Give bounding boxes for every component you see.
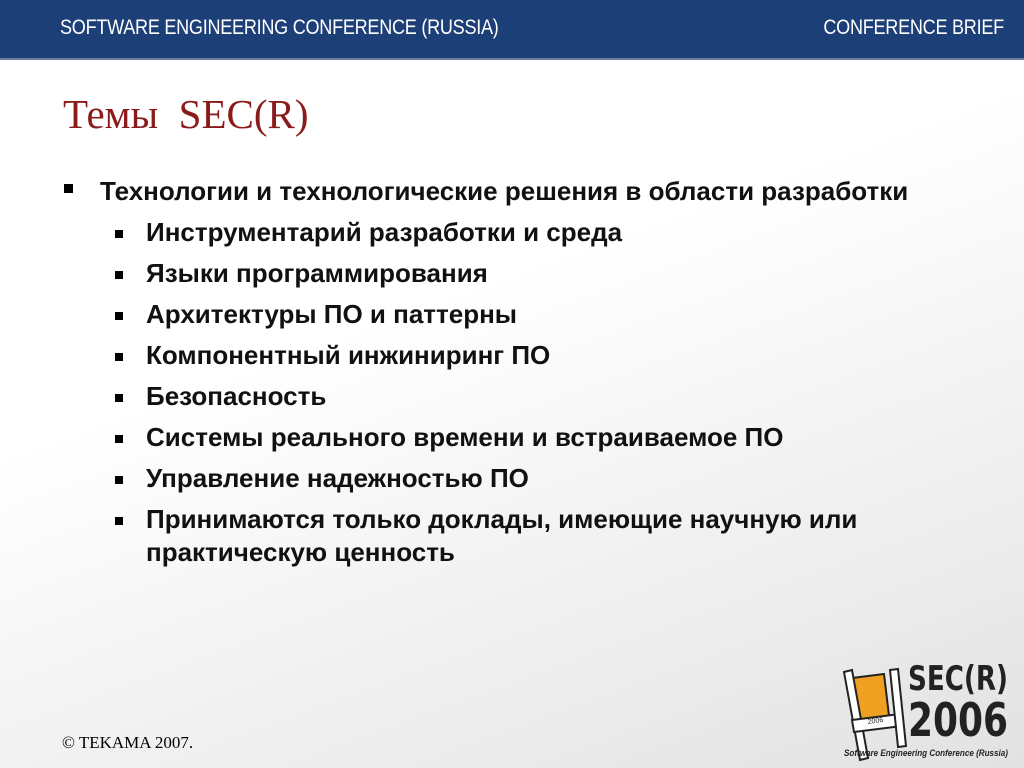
subtopic-text: Архитектуры ПО и паттерны: [146, 299, 517, 329]
logo-line2: 2006: [908, 693, 1008, 747]
subtopic-item: [100, 380, 946, 413]
subtopic-item: [100, 257, 946, 290]
logo-line1: SEC(R): [908, 659, 1008, 699]
square-bullet-icon: [115, 271, 123, 279]
conference-name: SOFTWARE ENGINEERING CONFERENCE (RUSSIA): [60, 16, 499, 39]
main-topic: [0, 174, 920, 569]
subtopic-item: [100, 216, 946, 249]
subtopic-item: [100, 339, 946, 372]
caliper-with-paper-logo-icon: [844, 669, 906, 760]
header-bar: [0, 0, 1024, 60]
square-bullet-icon: [64, 184, 73, 193]
secr-2006-logo: [838, 650, 1014, 762]
main-topic-text: Технологии и технологические решения в области разработки: [100, 176, 909, 206]
square-bullet-icon: [115, 476, 123, 484]
copyright: © TEKAMA 2007.: [62, 733, 194, 752]
subtopic-item: [100, 462, 946, 495]
slide-title: Темы SEC(R): [63, 91, 309, 137]
square-bullet-icon: [115, 517, 123, 525]
logo-caption: Software Engineering Conference (Russia): [844, 748, 1008, 758]
subtopic-item: [100, 421, 946, 454]
subtopic-text: Принимаются только доклады, имеющие научную или практическую ценность: [146, 504, 858, 567]
square-bullet-icon: [115, 435, 123, 443]
square-bullet-icon: [115, 353, 123, 361]
topics-list: [0, 174, 1024, 577]
square-bullet-icon: [115, 312, 123, 320]
subtopic-text: Системы реального времени и встраиваемое ПО: [146, 422, 784, 452]
section-name: CONFERENCE BRIEF: [823, 16, 1004, 39]
subtopic-item: [100, 298, 946, 331]
subtopic-text: Инструментарий разработки и среда: [146, 217, 623, 247]
paper-label: 2006: [867, 716, 884, 726]
subtopic-text: Безопасность: [146, 381, 327, 411]
subtopic-text: Управление надежностью ПО: [146, 463, 529, 493]
subtopic-text: Компонентный инжиниринг ПО: [146, 340, 551, 370]
subtopic-text: Языки программирования: [146, 258, 488, 288]
square-bullet-icon: [115, 394, 123, 402]
subtopic-item: [100, 503, 946, 569]
subtopics-list: [100, 216, 920, 569]
square-bullet-icon: [115, 230, 123, 238]
